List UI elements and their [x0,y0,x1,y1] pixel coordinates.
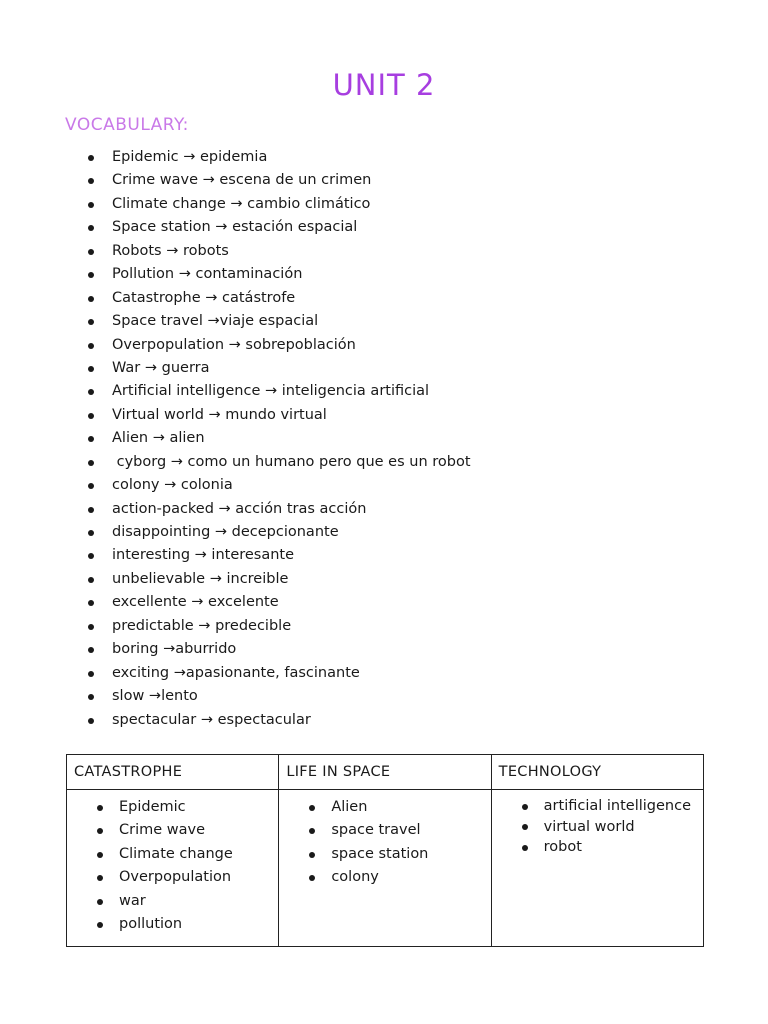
page-title: UNIT 2 [332,68,436,102]
vocabulary-heading: VOCABULARY: [65,115,189,135]
category-table [66,754,704,947]
list-item: colony [305,866,490,889]
technology-list [492,796,703,858]
vocabulary-item: Epidemic → epidemia [86,146,471,169]
vocabulary-item: Space travel →viaje espacial [86,310,471,333]
vocabulary-item: Pollution → contaminación [86,263,471,286]
vocabulary-item: Robots → robots [86,240,471,263]
vocabulary-item: action-packed → acción tras acción [86,498,471,521]
vocabulary-item: War → guerra [86,357,471,380]
list-item: Climate change [93,843,278,866]
list-item: robot [518,837,703,858]
list-item: pollution [93,913,278,936]
life-in-space-cell [279,790,491,947]
vocabulary-item: excellente → excelente [86,591,471,614]
vocabulary-item: spectacular → espectacular [86,709,471,732]
column-header-technology: TECHNOLOGY [491,755,703,790]
vocabulary-item: exciting →apasionante, fascinante [86,662,471,685]
vocabulary-item: Alien → alien [86,427,471,450]
table-header-row [67,755,704,790]
vocabulary-item: slow →lento [86,685,471,708]
table-row [67,790,704,947]
column-header-catastrophe: CATASTROPHE [67,755,279,790]
vocabulary-item: Catastrophe → catástrofe [86,287,471,310]
vocabulary-item: boring →aburrido [86,638,471,661]
vocabulary-item: Virtual world → mundo virtual [86,404,471,427]
vocabulary-item: Crime wave → escena de un crimen [86,169,471,192]
vocabulary-item: interesting → interesante [86,544,471,567]
list-item: war [93,890,278,913]
catastrophe-list [67,796,278,936]
life-in-space-list [279,796,490,890]
list-item: Alien [305,796,490,819]
vocabulary-item: disappointing → decepcionante [86,521,471,544]
vocabulary-list [86,146,471,732]
list-item: Overpopulation [93,866,278,889]
list-item: space travel [305,819,490,842]
vocabulary-item: colony → colonia [86,474,471,497]
vocabulary-item: cyborg → como un humano pero que es un robot [86,451,471,474]
list-item: artificial intelligence [518,796,703,817]
list-item: Epidemic [93,796,278,819]
catastrophe-cell [67,790,279,947]
vocabulary-item: Climate change → cambio climático [86,193,471,216]
vocabulary-item: unbelievable → increible [86,568,471,591]
technology-cell [491,790,703,947]
list-item: virtual world [518,817,703,838]
list-item: Crime wave [93,819,278,842]
column-header-life-in-space: LIFE IN SPACE [279,755,491,790]
vocabulary-item: Overpopulation → sobrepoblación [86,334,471,357]
vocabulary-item: Artificial intelligence → inteligencia artificial [86,380,471,403]
list-item: space station [305,843,490,866]
vocabulary-item: Space station → estación espacial [86,216,471,239]
vocabulary-item: predictable → predecible [86,615,471,638]
